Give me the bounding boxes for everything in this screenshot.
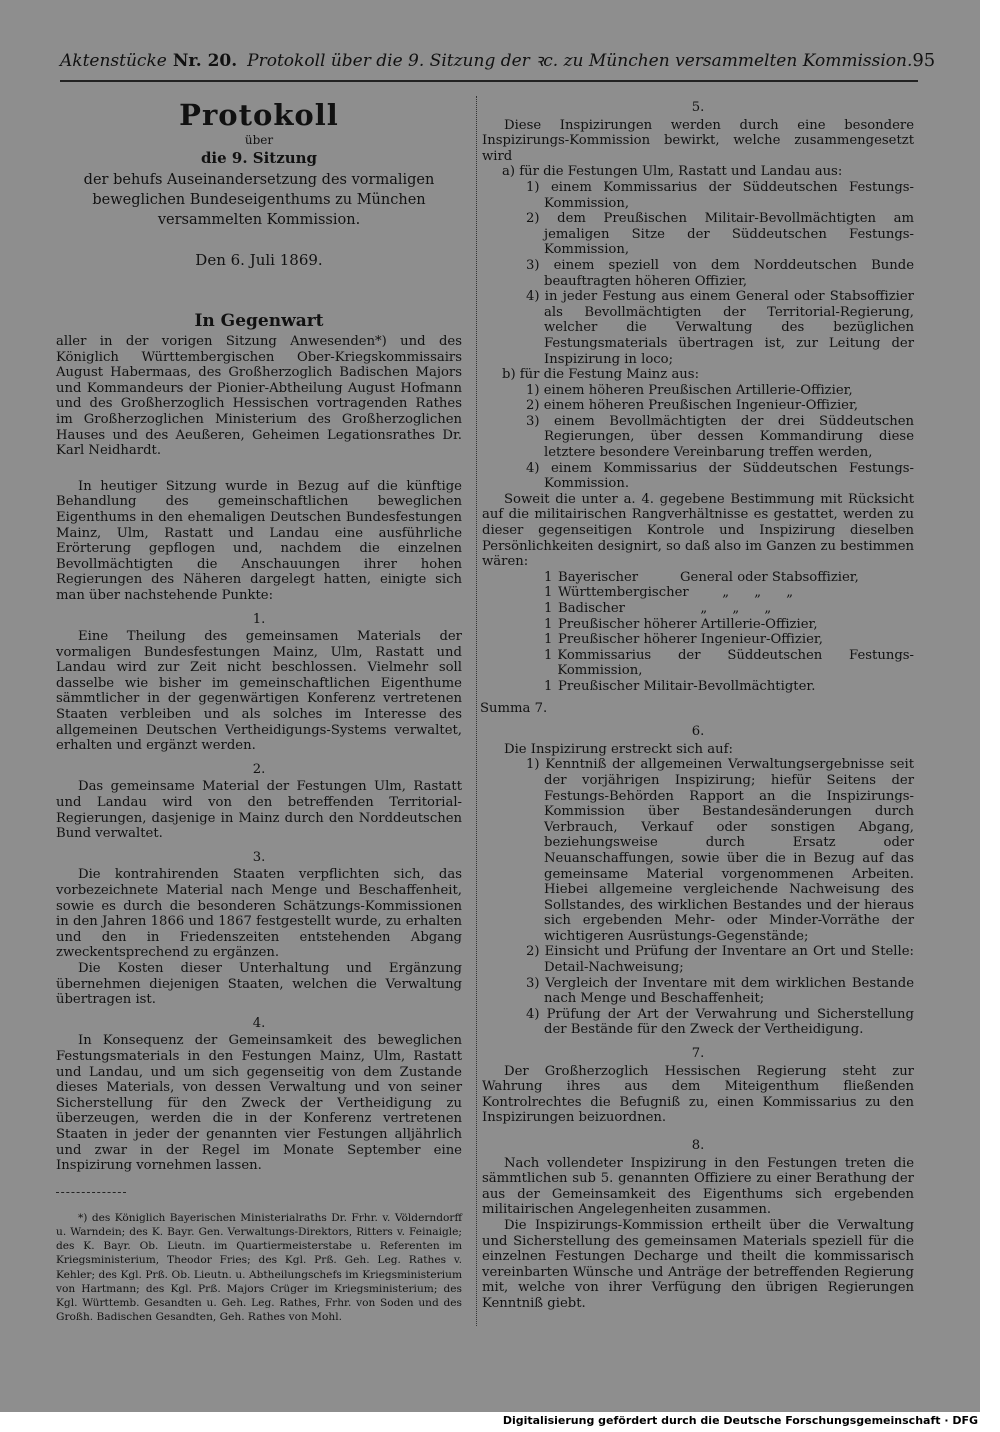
list-text: Preußischer höherer Ingenieur-Offizier, [558,632,823,648]
group-b-item: 2) einem höheren Preußischen Ingenieur-Offizier, [526,398,859,414]
list-item [482,570,914,586]
list-item [482,679,914,695]
intro-paragraph: In heutiger Sitzung wurde in Bezug auf die künftige Behandlung des gemeinschaftlichen beweglichen Eigenthums in den ehemaligen Deutschen Bundesfestungen Mainz, Ulm, Rastatt und Landau eine ausführliche Erörterung gepflogen und, nachdem die einzelnen Bevollmächtigten die Anschauungen ihrer hohen Regierungen des Näheren dargelegt hatten, einigte sich man über nachstehende Punkte: [56,478,462,603]
section-2-text: Das gemeinsame Material der Festungen Ulm, Rastatt und Landau wird von den betreffenden Territorial-Regierungen, dasjenige in Mainz durch den Norddeutschen Bund verwaltet. [56,779,462,842]
list-text: Württembergischer „ „ „ [558,585,794,601]
section-number-1: 1. [252,611,266,627]
running-header [60,48,936,78]
section-3-text-b: Die Kosten dieser Unterhaltung und Ergänzung übernehmen diejenigen Staaten, welchen die Verwaltung übertragen ist. [56,960,462,1008]
session-date: Den 6. Juli 1869. [195,251,323,269]
list-text: Badischer „ „ „ [558,601,772,616]
list-text: Preußischer Militair-Bevollmächtigter. [558,678,816,694]
section-6-item: 3) Vergleich der Inventare mit dem wirklichen Bestande nach Menge und Beschaffenheit; [526,975,914,1007]
list-item [482,648,914,679]
header-title: Protokoll über die 9. Sitzung der ꝛc. zu München versammelten Kommission. [247,51,913,71]
list-quantity: 1 [544,616,553,632]
group-b-item: 3) einem Bevollmächtigten der drei Süddeutschen Regierungen, über dessen Kommandirung diese letztere besondere Vereinbarung treffen werden, [526,413,914,461]
title-ueber: über [244,133,274,147]
section-4-text: In Konsequenz der Gemeinsamkeit des beweglichen Festungsmaterials in den Festungen Mainz, Ulm, Rastatt und Landau, und um sich gegenseitig von dem Zustande dieses Materials, von dessen Verwaltung und von seiner Sicherstellung für den Zweck der Vertheidigung zu überzeugen, werden die in der Konferenz vertretenen Staaten in jeder der genannten vier Festungen alljährlich und zwar in der Regel im Monate September eine Inspizirung vornehmen lassen. [56,1033,462,1174]
section-1-text: Eine Theilung des gemeinsamen Materials der vormaligen Bundesfestungen Mainz, Ulm, Rastatt und Landau wird zur Zeit nicht beschlossen. Vielmehr soll dasselbe wie bisher im gemeinschaftlichen Eigenthume sämmtlicher in der gegenwärtigen Konferenz vertretenen Staaten verbleiben und als solches im Interesse des allgemeinen Deutschen Vertheidigungs-Systems verwaltet, erhalten und ergänzt werden. [56,629,462,754]
list-quantity: 1 [544,678,553,694]
section-3-text-a: Die kontrahirenden Staaten verpflichten sich, das vorbezeichnete Material nach Menge und Beschaffenheit, sowie es durch die besonderen Schätzungs-Kommissionen in den Jahren 1866 und 1867 festgestellt wurde, zu erhalten und den in Friedenszeiten entstehenden Abgang zweckentsprechend zu ergänzen. [56,867,462,961]
section-6-text: Die Inspizirung erstreckt sich auf: [504,741,733,757]
column-divider [476,96,477,1326]
section-number-6: 6. [691,724,705,740]
section-number-5: 5. [691,100,705,115]
list-quantity: 1 [544,585,553,601]
section-8-text-a: Nach vollendeter Inspizirung in den Festungen treten die sämmtlichen sub 5. genannten Offiziere zu einer Berathung der aus der Gemeinsamkeit des Eigenthums sich ergebenden militairischen Angelegenheiten zusammen. [482,1155,914,1218]
section-7-text: Der Großherzoglich Hessischen Regierung steht zur Wahrung ihres aus dem Miteigenthum fließenden Kontrolrechtes die Befugniß zu, einen Kommissarius zu den Inspizirungen beizuordnen. [482,1063,914,1126]
group-b-label: b) für die Festung Mainz aus: [502,367,700,383]
list-item [482,585,914,601]
list-text: Bayerischer General oder Stabsoffizier, [558,569,859,585]
header-collection: Aktenstücke [60,51,167,71]
footnote-rule [56,1192,126,1193]
session-description: der behufs Auseinandersetzung des vormaligen beweglichen Bundeseigenthums zu München versammelten Kommission. [83,172,435,228]
list-item [482,632,914,648]
right-column [482,96,914,1312]
dfg-credit: Digitalisierung gefördert durch die Deutsche Forschungsgemeinschaft · DFG [502,1414,978,1427]
group-b-item: 4) einem Kommissarius der Süddeutschen Festungs-Kommission. [526,460,914,492]
section-number-7: 7. [691,1046,705,1062]
group-a-item: 2) dem Preußischen Militair-Bevollmächtigten am jemaligen Sitze der Süddeutschen Festungs-Kommission, [526,211,914,258]
left-column [56,96,462,1324]
group-a-item: 4) in jeder Festung aus einem General oder Stabsoffizier als Bevollmächtigten der Territorial-Regierung, welcher die Verwaltung des bezüglichen Festungsmaterials übertragen ist, zur Leitung der Inspizirung in loco; [526,289,914,367]
section-8-text-b: Die Inspizirungs-Kommission ertheilt über die Verwaltung und Sicherstellung des gemeinsamen Materials speziell für die einzelnen Festungen Decharge und theilt die kommissarisch vereinbarten Wünsche und Anträge der betreffenden Regierung mit, welche von ihrer Verfügung den übrigen Regierungen Kenntniß giebt. [482,1217,914,1311]
group-b-item: 1) einem höheren Preußischen Artillerie-Offizier, [526,382,853,398]
section-5-text-b: Soweit die unter a. 4. gegebene Bestimmung mit Rücksicht auf die militairischen Rangverhältnisse es gestattet, werden zu dieser gegenseitigen Kontrole und Inspizirung dieselben Persönlichkeiten designirt, so daß also im Ganzen zu bestimmen wären: [482,491,914,570]
header-rule [60,80,918,82]
section-number-2: 2. [252,761,266,777]
group-a-item: 3) einem speziell von dem Norddeutschen Bunde beauftragten höheren Offizier, [526,257,914,289]
page-number: 95 [912,50,936,71]
footnote: *) des Königlich Bayerischen Ministerialraths Dr. Frhr. v. Völderndorff u. Warndein; des K. Bayr. Gen. Verwaltungs-Direktors, Ritters v. Feinaigle; des K. Bayr. Ob. Lieutn. im Quartiermeisterstabe u. Referenten im Kriegsministerium, Theodor Fries; des Kgl. Prß. Geh. Leg. Rathes v. Kehler; des Kgl. Prß. Ob. Lieutn. u. Abtheilungschefs im Kriegsministerium von Hartmann; des Kgl. Prß. Majors Crüger im Kriegsministerium; des Kgl. Württemb. Gesandten u. Geh. Leg. Rathes, Frhr. von Soden und des Großh. Badischen Gesandten, Geh. Rathes von Mohl. [56,1211,462,1324]
list-text: Preußischer höherer Artillerie-Offizier, [558,616,818,632]
section-number-4: 4. [252,1015,266,1031]
list-quantity: 1 [544,569,553,585]
group-a-label: a) für die Festungen Ulm, Rastatt und Landau aus: [502,164,843,180]
section-6-item: 1) Kenntniß der allgemeinen Verwaltungsergebnisse seit der vorjährigen Inspizirung; hiefür Seitens der Festungs-Behörden Rapport an die Inspizirungs-Kommission über Bestandesänderungen durch Verbrauch, Verkauf oder sonstigen Abgang, beziehungsweise durch Ersatz oder Neuanschaffungen, sowie über die in Bezug auf das gemeinsame Material vorgenommenen Arbeiten. Hiebei allgemeine vergleichende Nachweisung des Sollstandes, des wirklichen Bestandes und der hieraus sich ergebenden Mehr- oder Minder-Vorräthe der wichtigeren Ausrüstungs-Gegenstände; [526,757,914,944]
list-item [482,601,914,617]
document-title: Protokoll [179,98,339,132]
list-quantity: 1 [544,632,553,648]
list-quantity: 1 [544,601,553,616]
list-text: Kommissarius der Süddeutschen Festungs-Kommission, [557,647,914,679]
session-title: die 9. Sitzung [200,149,318,167]
section-number-8: 8. [691,1138,705,1153]
list-item [482,617,914,633]
section-6-item: 2) Einsicht und Prüfung der Inventare an Ort und Stelle: Detail-Nachweisung; [526,944,914,976]
group-a-item: 1) einem Kommissarius der Süddeutschen Festungs-Kommission, [526,179,914,211]
header-number: Nr. 20. [172,51,238,71]
summa: Summa 7. [480,700,548,716]
attendance-heading: In Gegenwart [194,311,324,331]
attendance-text: aller in der vorigen Sitzung Anwesenden*) und des Königlich Württembergischen Ober-Kriegskommissairs August Habermaas, des Großherzoglich Badischen Majors und Kommandeurs der Pionier-Abtheilung August Hofmann und des Großherzoglich Hessischen vortragenden Rathes im Großherzoglichen Ministerium des Großherzoglichen Hauses und des Aeußeren, Geheimen Legationsrathes Dr. Karl Neidhardt. [56,334,462,459]
section-5-text: Diese Inspizirungen werden durch eine besondere Inspizirungs-Kommission bewirkt, welche zusammengesetzt wird [482,117,914,164]
list-quantity: 1 [544,647,553,663]
section-6-item: 4) Prüfung der Art der Verwahrung und Sicherstellung der Bestände für den Zweck der Vertheidigung. [526,1006,914,1038]
section-number-3: 3. [252,849,266,865]
